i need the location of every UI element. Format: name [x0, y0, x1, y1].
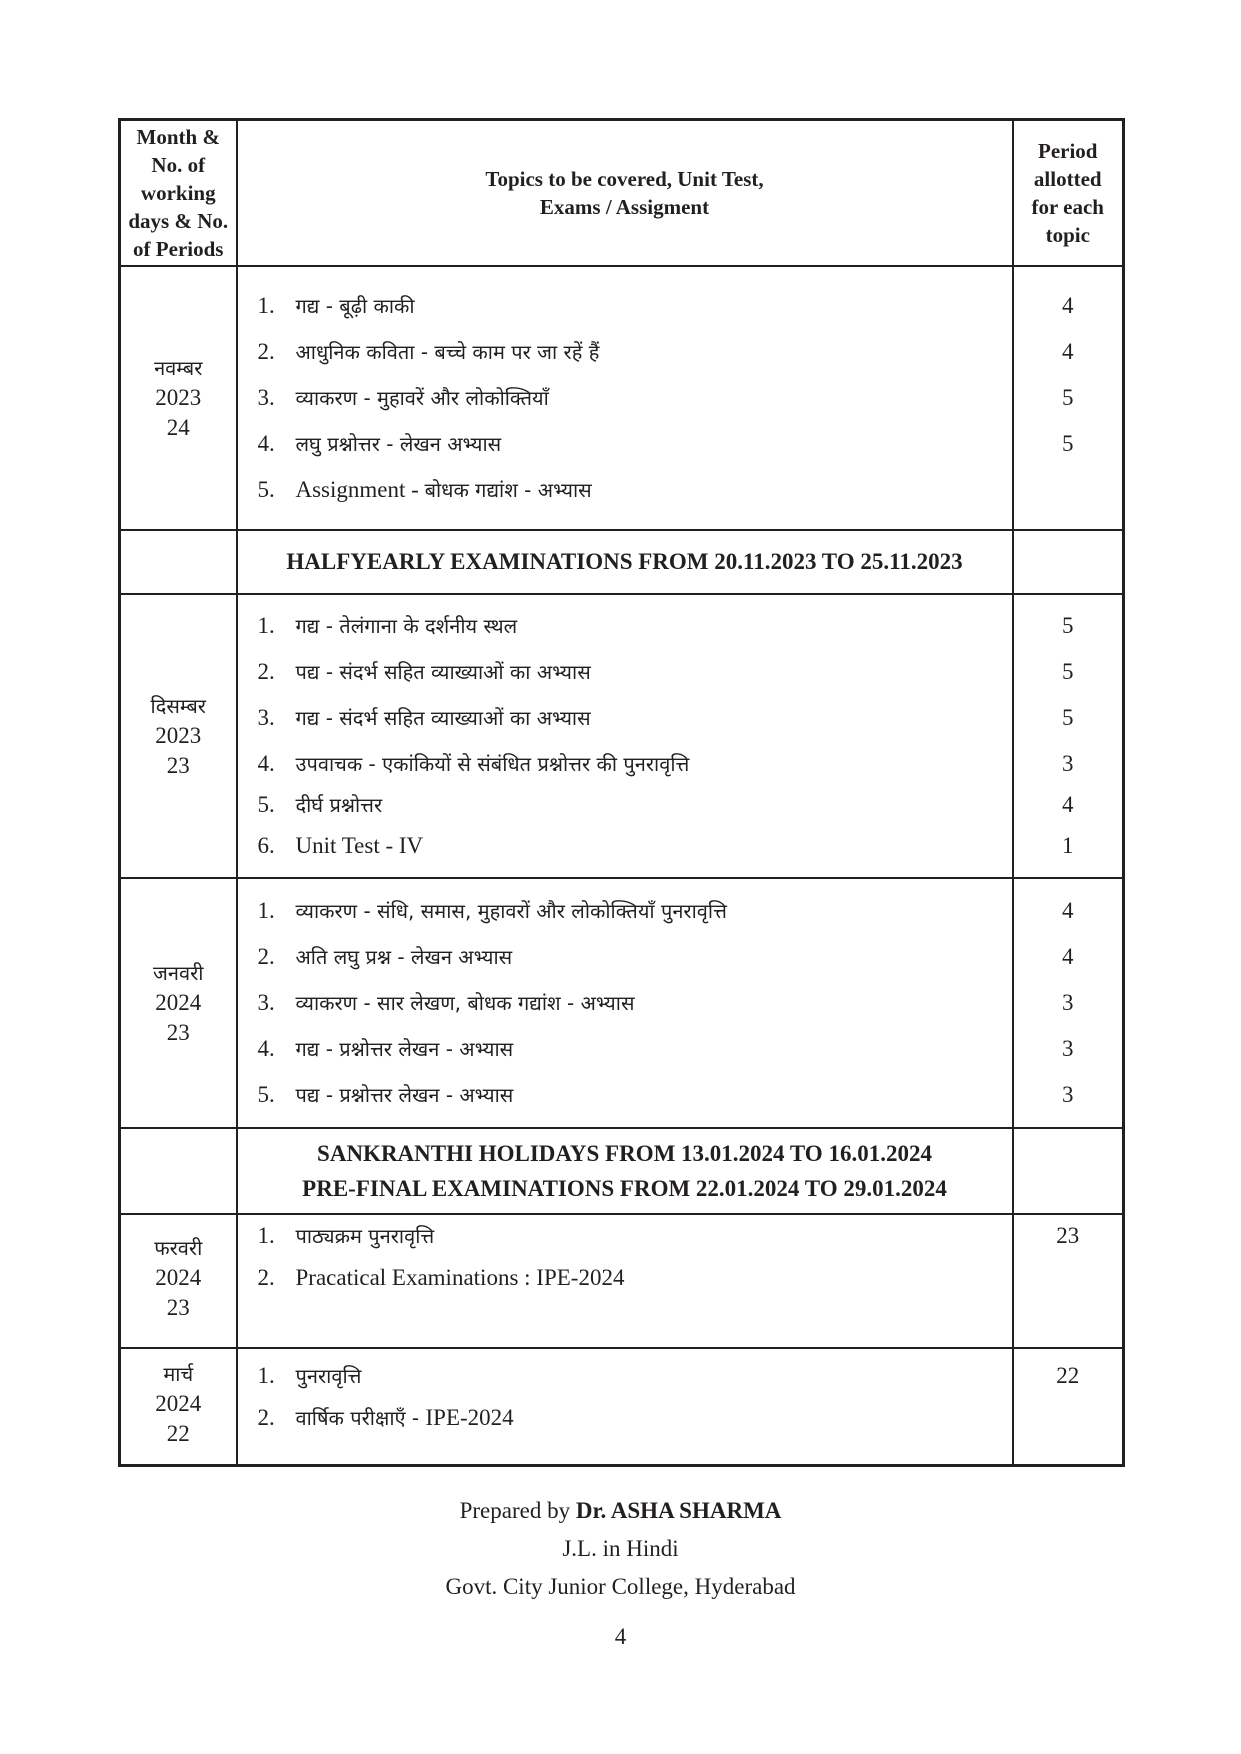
periods-cell	[1013, 878, 1124, 1128]
periods-cell	[1013, 1348, 1124, 1466]
periods-cell	[1013, 1214, 1124, 1348]
period-value: 3	[1062, 750, 1074, 776]
sankranthi-banner: SANKRANTHI HOLIDAYS FROM 13.01.2024 TO 16.01.2024	[317, 1140, 932, 1166]
list-item: 5. दीर्घ प्रश्नोत्तर	[257, 791, 383, 817]
list-item: 5. पद्य - प्रश्नोत्तर लेखन - अभ्यास	[257, 1081, 514, 1107]
period-value: 5	[1062, 384, 1074, 410]
period-value: 5	[1062, 704, 1074, 730]
prepared-by: Prepared by Dr. ASHA SHARMA	[459, 1498, 782, 1523]
period-value: 22	[1056, 1362, 1080, 1388]
topics-cell	[237, 1214, 1013, 1348]
month-cell: मार्च 2024 22	[120, 1348, 237, 1466]
period-value: 23	[1056, 1222, 1080, 1248]
list-item: 3. व्याकरण - सार लेखण, बोधक गद्यांश - अभ्यास	[257, 989, 635, 1015]
list-item: 2. आधुनिक कविता - बच्चे काम पर जा रहें हैं	[257, 338, 600, 364]
prefinal-banner: PRE-FINAL EXAMINATIONS FROM 22.01.2024 TO 29.01.2024	[302, 1175, 947, 1201]
list-item: 2. वार्षिक परीक्षाएँ - IPE-2024	[257, 1404, 514, 1430]
list-item: 1. व्याकरण - संधि, समास, मुहावरों और लोकोक्तियाँ पुनरावृत्ति	[257, 897, 727, 923]
month-cell: जनवरी 2024 23	[120, 878, 237, 1128]
designation: J.L. in Hindi	[562, 1536, 679, 1561]
list-item: 1. गद्य - बूढ़ी काकी	[257, 292, 415, 318]
author-name: Dr. ASHA SHARMA	[575, 1498, 782, 1523]
period-value: 4	[1062, 292, 1074, 318]
month-row-november	[120, 266, 1124, 530]
header-topics: Topics to be covered, Unit Test, Exams / Assigment	[237, 120, 1013, 266]
halfyearly-banner: HALFYEARLY EXAMINATIONS FROM 20.11.2023 TO 25.11.2023	[237, 530, 1013, 594]
period-value: 3	[1062, 1035, 1074, 1061]
topics-cell	[237, 1348, 1013, 1466]
month-row-march	[120, 1348, 1124, 1466]
period-value: 5	[1062, 658, 1074, 684]
list-item: 3. गद्य - संदर्भ सहित व्याख्याओं का अभ्यास	[257, 704, 591, 730]
period-value	[1014, 467, 1123, 513]
holiday-exam-banner	[237, 1128, 1013, 1214]
period-value: 4	[1062, 943, 1074, 969]
list-item: 6. Unit Test - IV	[257, 832, 424, 858]
period-value: 4	[1062, 897, 1074, 923]
period-value: 3	[1062, 989, 1074, 1015]
month-row-december	[120, 594, 1124, 878]
header-row	[120, 120, 1124, 266]
period-value: 1	[1062, 832, 1074, 858]
period-value: 4	[1062, 791, 1074, 817]
periods-cell	[1013, 594, 1124, 878]
list-item: 5. Assignment - बोधक गद्यांश - अभ्यास	[257, 476, 592, 502]
period-value: 3	[1062, 1081, 1074, 1107]
college-name: Govt. City Junior College, Hyderabad	[445, 1574, 796, 1599]
month-cell: नवम्बर 2023 24	[120, 266, 237, 530]
header-period: Period allotted for each topic	[1013, 120, 1124, 266]
banner-row-halfyearly	[120, 530, 1124, 594]
period-value: 4	[1062, 338, 1074, 364]
list-item: 2. Pracatical Examinations : IPE-2024	[257, 1264, 625, 1290]
list-item: 4. उपवाचक - एकांकियों से संबंधित प्रश्नोत्तर की पुनरावृत्ति	[257, 750, 690, 776]
page-number: 4	[614, 1624, 627, 1649]
list-item: 1. गद्य - तेलंगाना के दर्शनीय स्थल	[257, 612, 518, 638]
banner-row-sankranthi	[120, 1128, 1124, 1214]
header-month: Month & No. of working days & No. of Periods	[120, 120, 237, 266]
list-item: 4. लघु प्रश्नोत्तर - लेखन अभ्यास	[257, 430, 502, 456]
month-row-january	[120, 878, 1124, 1128]
list-item: 1. पाठ्यक्रम पुनरावृत्ति	[257, 1222, 435, 1248]
list-item: 1. पुनरावृत्ति	[257, 1362, 362, 1388]
month-cell: फरवरी 2024 23	[120, 1214, 237, 1348]
list-item: 3. व्याकरण - मुहावरें और लोकोक्तियाँ	[257, 384, 549, 410]
list-item: 2. पद्य - संदर्भ सहित व्याख्याओं का अभ्यास	[257, 658, 591, 684]
list-item: 2. अति लघु प्रश्न - लेखन अभ्यास	[257, 943, 513, 969]
topics-cell	[237, 594, 1013, 878]
list-item: 4. गद्य - प्रश्नोत्तर लेखन - अभ्यास	[257, 1035, 514, 1061]
periods-cell	[1013, 266, 1124, 530]
syllabus-table	[118, 118, 1125, 1467]
month-row-february	[120, 1214, 1124, 1348]
topics-cell	[237, 266, 1013, 530]
topics-cell	[237, 878, 1013, 1128]
period-value: 5	[1062, 430, 1074, 456]
month-cell: दिसम्बर 2023 23	[120, 594, 237, 878]
period-value: 5	[1062, 612, 1074, 638]
